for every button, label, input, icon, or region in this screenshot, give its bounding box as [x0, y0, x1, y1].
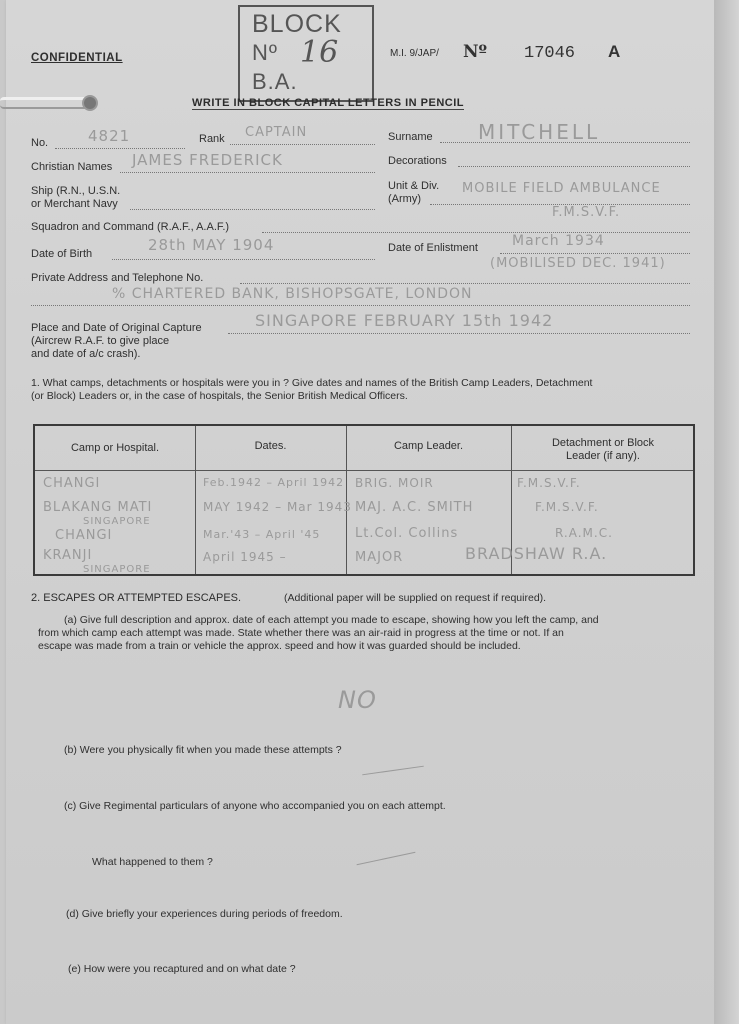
ship-label-2: or Merchant Navy — [31, 198, 118, 210]
series-letter: A — [608, 42, 621, 61]
stamp-no-label: Nº — [252, 40, 278, 65]
table-row-leader: Lt.Col. Collins — [355, 526, 459, 541]
block-stamp — [238, 5, 374, 102]
th-detachment-1: Detachment or Block — [551, 437, 655, 449]
table-row-camp: SINGAPORE — [83, 516, 151, 527]
table-row-camp: CHANGI — [43, 476, 101, 491]
unit-label-1: Unit & Div. — [388, 180, 440, 192]
q2-note: (Additional paper will be supplied on request if required). — [284, 592, 547, 604]
serial-no-label: Nº — [463, 42, 488, 62]
unit-label-2: (Army) — [388, 193, 421, 205]
page-edge — [714, 0, 739, 1024]
q2c-text: (c) Give Regimental particulars of anyone who accompanied you on each attempt. — [64, 800, 446, 812]
no-value: 4821 — [88, 127, 131, 145]
capture-value: SINGAPORE FEBRUARY 15th 1942 — [255, 311, 554, 330]
table-row-camp: SINGAPORE — [83, 564, 151, 575]
camps-table — [33, 424, 695, 576]
q2-title: 2. ESCAPES OR ATTEMPTED ESCAPES. — [31, 592, 242, 604]
rank-label: Rank — [199, 133, 225, 145]
enlistment-value-1: March 1934 — [512, 233, 605, 249]
unit-value-2: F.M.S.V.F. — [552, 205, 621, 220]
q1-text-2: (or Block) Leaders or, in the case of hospitals, the Senior British Medical Officers. — [31, 390, 408, 402]
q1-text-1: 1. What camps, detachments or hospitals were you in ? Give dates and names of the British Camp Leaders, Detachment — [31, 377, 593, 389]
ship-label-1: Ship (R.N., U.S.N. — [31, 185, 121, 197]
table-row-camp: CHANGI — [55, 528, 113, 543]
squadron-label: Squadron and Command (R.A.F., A.A.F.) — [31, 221, 230, 233]
q2d-text: (d) Give briefly your experiences during periods of freedom. — [66, 908, 343, 920]
table-row-detachment: BRADSHAW R.A. — [465, 544, 608, 563]
table-row-dates: Feb.1942 – April 1942 — [203, 476, 345, 489]
serial-number: 17046 — [524, 44, 576, 63]
rank-value: CAPTAIN — [245, 125, 308, 140]
th-leader: Camp Leader. — [393, 440, 464, 452]
pencil-instruction: WRITE IN BLOCK CAPITAL LETTERS IN PENCIL — [192, 97, 464, 109]
table-row-detachment: R.A.M.C. — [555, 526, 613, 540]
capture-label-2: (Aircrew R.A.F. to give place — [31, 335, 170, 347]
table-row-camp: BLAKANG MATI — [43, 500, 153, 515]
th-dates: Dates. — [254, 440, 287, 452]
christian-names-label: Christian Names — [31, 161, 113, 173]
stamp-ba-text: B.A. — [252, 69, 298, 94]
enlistment-value-2: (MOBILISED DEC. 1941) — [490, 256, 666, 271]
ref-prefix: M.I. 9/JAP/ — [390, 48, 439, 59]
q2a-text-1: (a) Give full description and approx. date of each attempt you made to escape, showing how you left the camp, and — [64, 614, 599, 626]
th-camp: Camp or Hospital. — [70, 442, 160, 454]
enlistment-label: Date of Enlistment — [388, 242, 478, 254]
table-row-detachment: F.M.S.V.F. — [517, 476, 581, 490]
table-row-leader: MAJ. A.C. SMITH — [355, 500, 474, 515]
table-row-dates: April 1945 – — [203, 550, 287, 564]
dob-value: 28th MAY 1904 — [148, 236, 275, 254]
confidential-label: CONFIDENTIAL — [31, 52, 123, 64]
table-row-detachment: F.M.S.V.F. — [535, 500, 599, 514]
christian-names-value: JAMES FREDERICK — [132, 151, 283, 169]
q2a-text-3: escape was made from a train or vehicle the approx. speed and how it was guarded should be included. — [38, 640, 521, 652]
stamp-block-text: BLOCK — [252, 10, 342, 38]
no-label: No. — [31, 137, 49, 149]
unit-value-1: MOBILE FIELD AMBULANCE — [462, 181, 661, 196]
q2c-sub-text: What happened to them ? — [92, 856, 213, 868]
q2a-text-2: from which camp each attempt was made. State whether there was an air-raid in progress at the time or not. If an — [38, 627, 564, 639]
address-label: Private Address and Telephone No. — [31, 272, 204, 284]
th-detachment-2: Leader (if any). — [566, 450, 640, 462]
dob-label: Date of Birth — [31, 248, 93, 260]
surname-label: Surname — [388, 131, 433, 143]
q2b-text: (b) Were you physically fit when you made these attempts ? — [64, 744, 342, 756]
table-row-dates: MAY 1942 – Mar 1943 — [203, 500, 352, 514]
capture-label-3: and date of a/c crash). — [31, 348, 141, 360]
address-value: % CHARTERED BANK, BISHOPSGATE, LONDON — [112, 286, 473, 302]
surname-value: MITCHELL — [478, 120, 601, 144]
capture-label-1: Place and Date of Original Capture — [31, 322, 202, 334]
table-row-camp: KRANJI — [43, 548, 93, 563]
table-row-leader: BRIG. MOIR — [355, 476, 434, 490]
q2e-text: (e) How were you recaptured and on what date ? — [68, 963, 296, 975]
stamp-no-value: 16 — [300, 35, 339, 70]
q2a-answer: NO — [338, 686, 377, 714]
table-row-leader: MAJOR — [355, 550, 404, 565]
table-row-dates: Mar.'43 – April '45 — [203, 528, 321, 541]
decorations-label: Decorations — [388, 155, 447, 167]
punch-hole — [82, 95, 98, 111]
